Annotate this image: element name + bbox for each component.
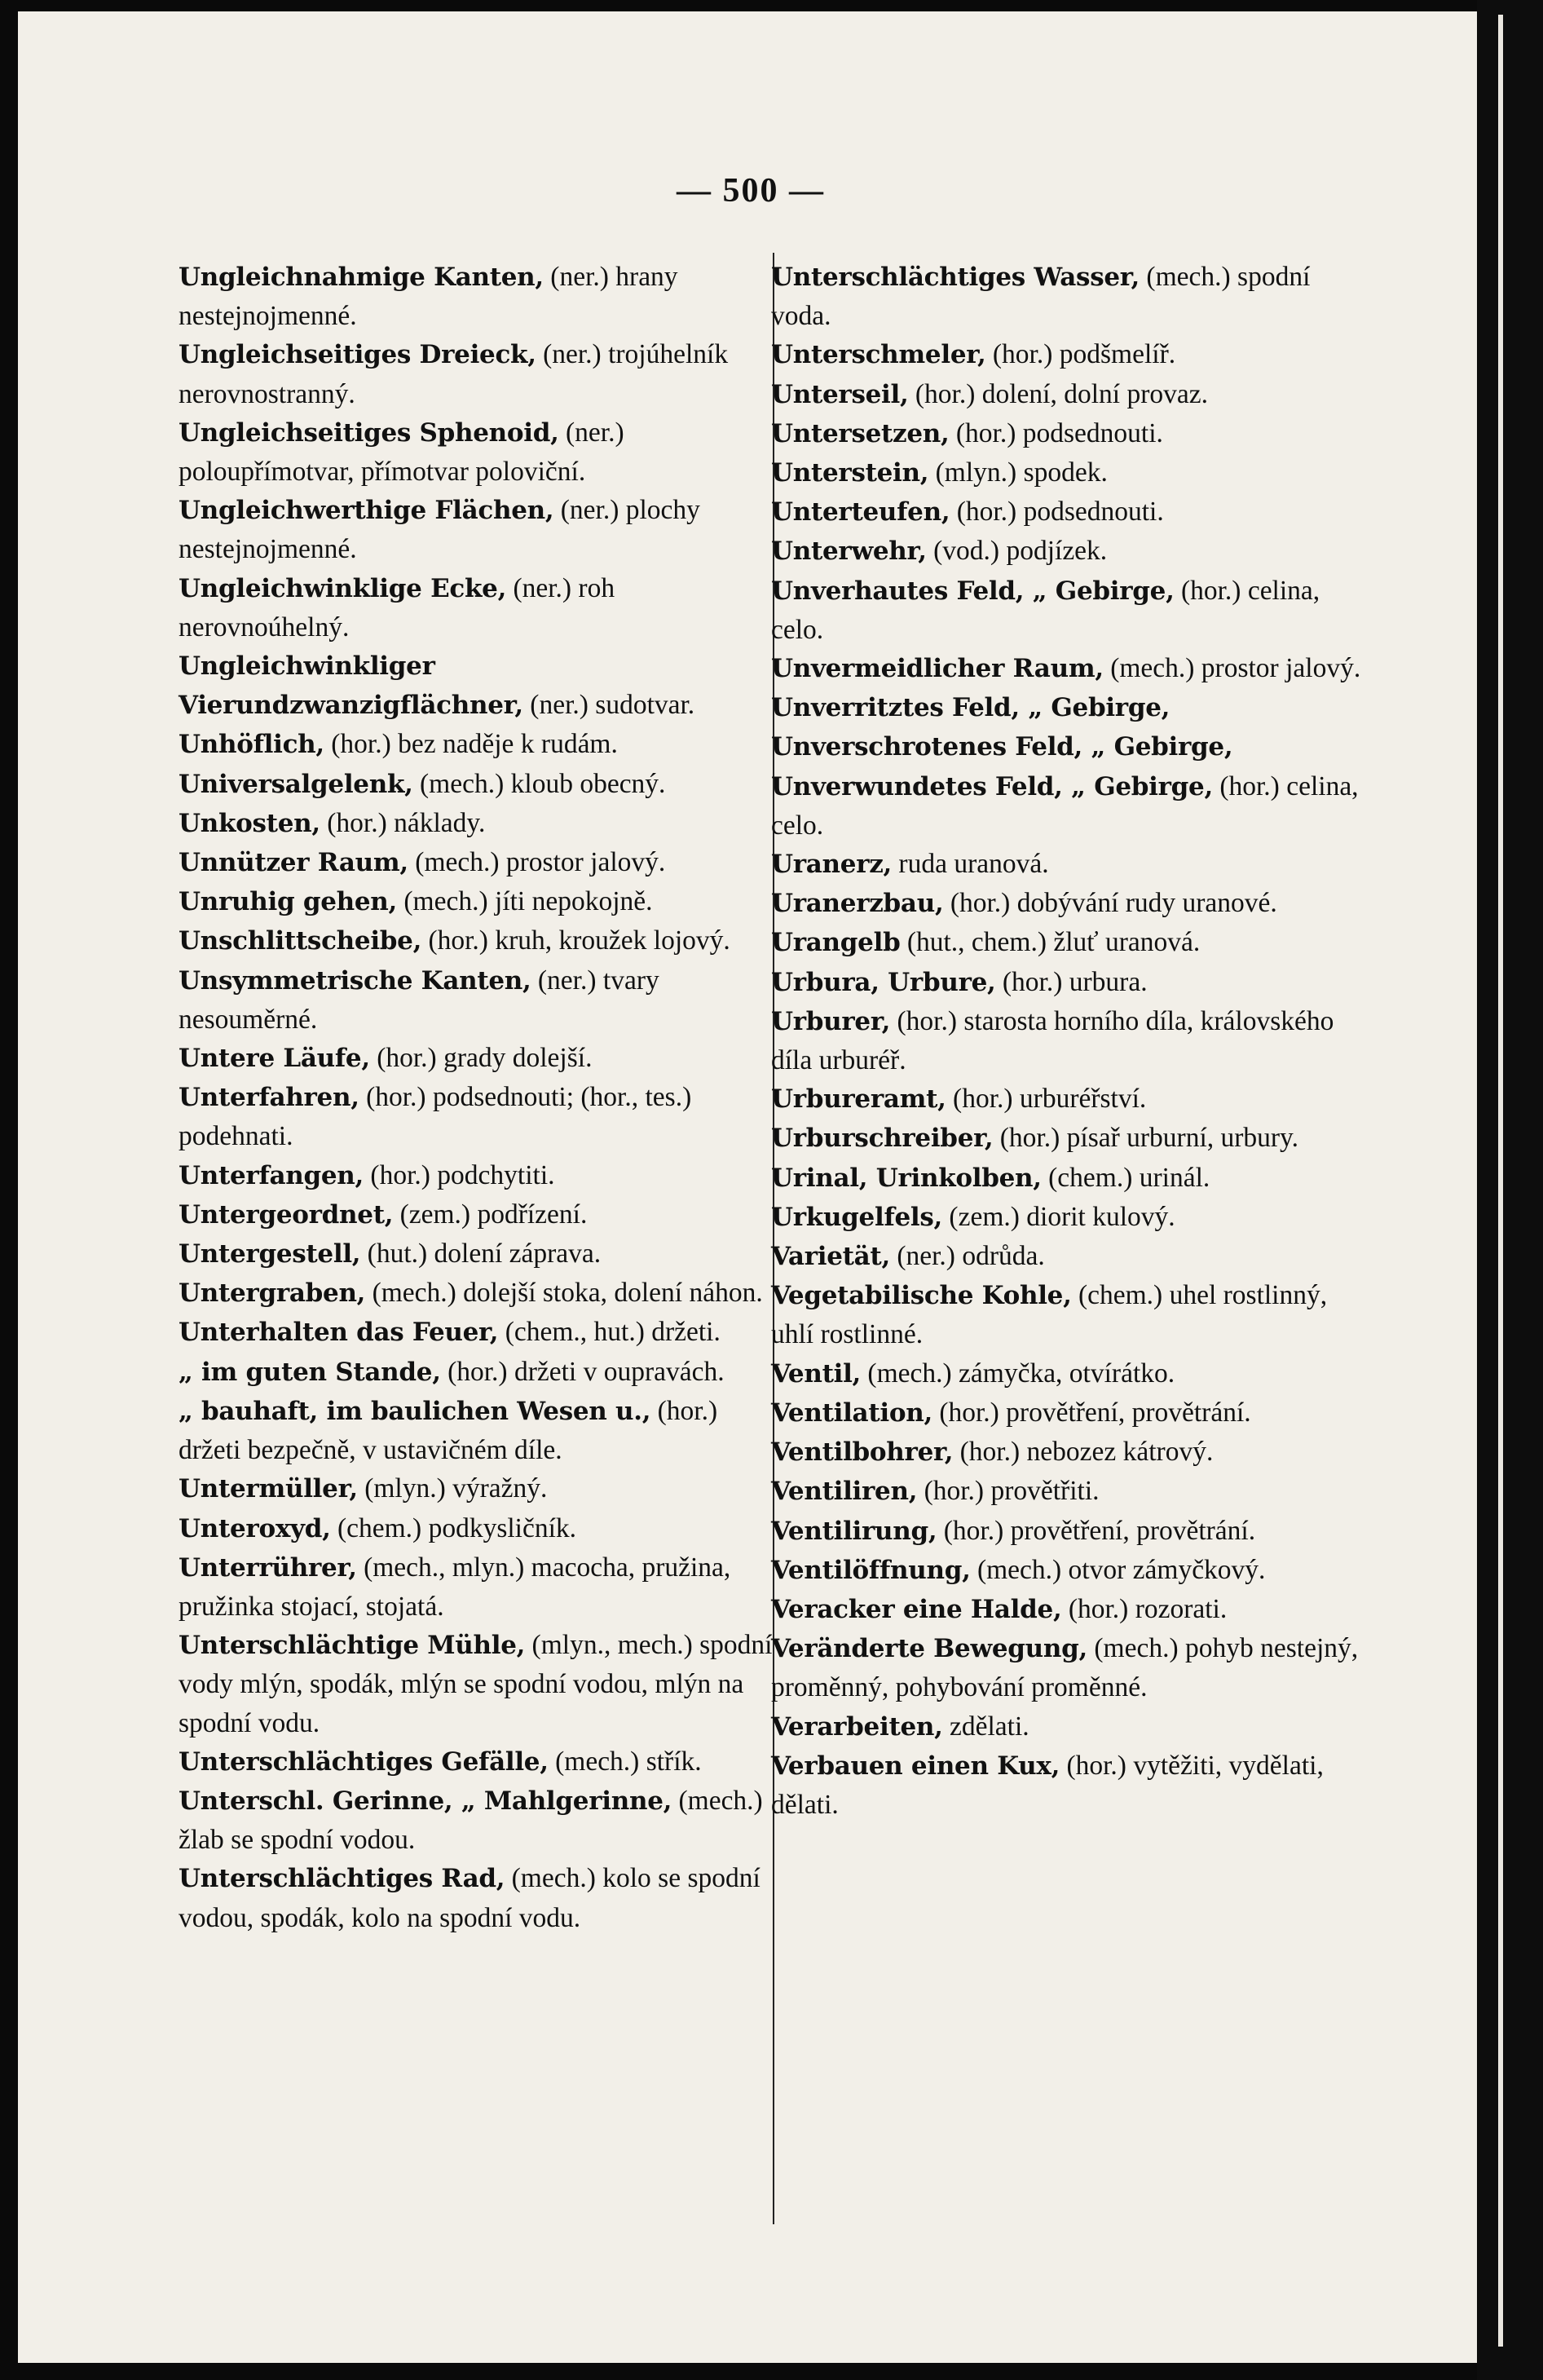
entry-translation: (hor.) držeti v oupravách. bbox=[447, 1356, 725, 1387]
entry-translation: (mech.) prostor jalový. bbox=[415, 847, 666, 878]
entry-translation: (chem.) uhel rostlinný, uhlí rostlinné. bbox=[771, 1280, 1328, 1350]
entry-headword: Unterwehr, bbox=[771, 536, 927, 567]
entry-headword: Ventilbohrer, bbox=[771, 1437, 954, 1468]
dictionary-entry bbox=[771, 1119, 1374, 1158]
entry-translation: (hor.) urbura. bbox=[1002, 966, 1148, 997]
entry-translation: (mech.) střík. bbox=[555, 1746, 702, 1777]
dictionary-entry bbox=[771, 1590, 1374, 1629]
dictionary-entry bbox=[179, 491, 778, 568]
entry-headword: Veränderte Bewegung, bbox=[771, 1634, 1088, 1664]
dictionary-entry bbox=[771, 923, 1374, 962]
entry-headword: Unruhig gehen, bbox=[179, 887, 398, 917]
entry-headword: Varietät, bbox=[771, 1242, 890, 1272]
dictionary-entry bbox=[771, 492, 1374, 532]
entry-headword: Unverritztes Feld, „ Gebirge, Unverschrotenes Feld, „ Gebirge, Unverwundetes Feld, „ Gebirge, bbox=[771, 693, 1233, 801]
entry-translation: (hor.) držeti bezpečně, v ustavičném díle. bbox=[179, 1395, 718, 1466]
dictionary-entry bbox=[179, 1274, 778, 1313]
entry-translation: (hor.) podsednouti; (hor., tes.) podehnati. bbox=[179, 1082, 692, 1152]
dictionary-entry bbox=[771, 453, 1374, 492]
entry-translation: (hor.) rozorati. bbox=[1068, 1593, 1228, 1624]
dictionary-entry bbox=[179, 1548, 778, 1626]
entry-headword: Urburschreiber, bbox=[771, 1124, 994, 1154]
entry-translation: (hor.) náklady. bbox=[327, 807, 486, 838]
entry-translation: (mech.) dolejší stoka, dolení náhon. bbox=[372, 1278, 763, 1309]
entry-translation: (zem.) podřízení. bbox=[399, 1199, 588, 1230]
entry-headword: „ bauhaft, im baulichen Wesen u., bbox=[179, 1396, 651, 1426]
dictionary-entry bbox=[179, 1469, 778, 1508]
dictionary-entry bbox=[771, 963, 1374, 1002]
entry-translation: (hor.) kruh, kroužek lojový. bbox=[428, 925, 730, 956]
entry-headword: Ungleichwinklige Ecke, bbox=[179, 573, 507, 603]
dictionary-entry bbox=[771, 1002, 1374, 1080]
dictionary-entry bbox=[179, 335, 778, 413]
entry-translation: (mlyn., mech.) spodní vody mlýn, spodák, mlýn se spodní vodou, mlýn na spodní vodu. bbox=[179, 1630, 773, 1738]
entry-headword: Unsymmetrische Kanten, bbox=[179, 965, 531, 996]
entry-headword: Verarbeiten, bbox=[771, 1711, 943, 1742]
entry-translation: (ner.) plochy nestejnojmenné. bbox=[179, 495, 700, 565]
entry-headword: Unterschlächtiges Gefälle, bbox=[179, 1746, 549, 1777]
entry-headword: Unterschmeler, bbox=[771, 340, 986, 370]
entry-headword: Unteroxyd, bbox=[179, 1513, 331, 1543]
entry-headword: Universalgelenk, bbox=[179, 769, 413, 799]
entry-headword: Uranerz, bbox=[771, 850, 893, 880]
entry-headword: Uranerzbau, bbox=[771, 889, 944, 919]
dictionary-entry bbox=[179, 413, 778, 491]
entry-translation: (mech.) kloub obecný. bbox=[420, 768, 666, 799]
dictionary-entry bbox=[179, 1626, 778, 1742]
entry-headword: Unterschl. Gerinne, „ Mahlgerinne, bbox=[179, 1786, 672, 1816]
entry-headword: Unkosten, bbox=[179, 808, 320, 838]
entry-translation: (chem.) podkysličník. bbox=[337, 1512, 577, 1543]
page-edge bbox=[1498, 15, 1503, 2347]
dictionary-entry bbox=[179, 961, 778, 1039]
entry-translation: zdělati. bbox=[950, 1711, 1029, 1742]
entry-translation: (hor.) provětřiti. bbox=[924, 1476, 1100, 1507]
entry-headword: Unhöflich, bbox=[179, 730, 324, 760]
entry-headword: Untergestell, bbox=[179, 1239, 361, 1269]
dictionary-entry bbox=[179, 921, 778, 960]
dictionary-entry bbox=[771, 1159, 1374, 1198]
dictionary-entry bbox=[179, 1742, 778, 1782]
entry-headword: Unterschlächtige Mühle, bbox=[179, 1631, 526, 1661]
entry-headword: Unschlittscheibe, bbox=[179, 926, 422, 956]
dictionary-entry bbox=[179, 1234, 778, 1274]
entry-translation: (hor.) podsednouti. bbox=[955, 417, 1163, 448]
entry-translation: (hor.) dobývání rudy uranové. bbox=[950, 888, 1277, 919]
entry-translation: (hor.) provětření, provětrání. bbox=[939, 1397, 1251, 1428]
entry-translation: (hor.) bez naděje k rudám. bbox=[331, 729, 618, 760]
dictionary-entry bbox=[771, 845, 1374, 884]
entry-translation: (ner.) roh nerovnoúhelný. bbox=[179, 572, 615, 642]
dictionary-entry bbox=[179, 1392, 778, 1469]
entry-headword: Unterfangen, bbox=[179, 1160, 364, 1190]
dictionary-entry bbox=[771, 532, 1374, 571]
book-spine bbox=[1477, 0, 1543, 2380]
dictionary-entry bbox=[771, 335, 1374, 374]
entry-headword: Untermüller, bbox=[179, 1474, 358, 1504]
dictionary-entry bbox=[771, 1080, 1374, 1119]
entry-translation: (mlyn.) spodek. bbox=[935, 457, 1108, 488]
entry-headword: Urinal, Urinkolben, bbox=[771, 1163, 1042, 1193]
dictionary-entry bbox=[179, 882, 778, 921]
entry-headword: Unterstein, bbox=[771, 458, 929, 488]
entry-headword: Vegetabilische Kohle, bbox=[771, 1281, 1072, 1311]
dictionary-entry bbox=[179, 647, 778, 725]
dictionary-entry bbox=[771, 375, 1374, 414]
entry-headword: Unnützer Raum, bbox=[179, 848, 408, 878]
entry-translation: (hut.) dolení záprava. bbox=[367, 1239, 602, 1269]
left-column bbox=[179, 258, 778, 1937]
entry-translation: ruda uranová. bbox=[898, 849, 1049, 880]
entry-translation: (hor.) podšmelíř. bbox=[992, 339, 1176, 370]
dictionary-entry bbox=[771, 1433, 1374, 1472]
dictionary-entry bbox=[771, 1746, 1374, 1824]
entry-translation: (chem., hut.) držeti. bbox=[505, 1317, 721, 1348]
entry-translation: (ner.) odrůda. bbox=[897, 1241, 1045, 1272]
entry-translation: (ner.) tvary nesouměrné. bbox=[179, 965, 659, 1035]
entry-translation: (mech.) pohyb nestejný, proměnný, pohybování proměnné. bbox=[771, 1633, 1359, 1703]
entry-headword: Urbureramt, bbox=[771, 1084, 946, 1115]
entry-translation: (mlyn.) výražný. bbox=[364, 1473, 548, 1504]
entry-headword: Unverhautes Feld, „ Gebirge, bbox=[771, 576, 1175, 606]
dictionary-entry bbox=[179, 804, 778, 843]
entry-translation: (chem.) urinál. bbox=[1048, 1162, 1210, 1193]
dictionary-entry bbox=[771, 1629, 1374, 1707]
entry-headword: Untersetzen, bbox=[771, 418, 950, 448]
entry-translation: (mech., mlyn.) macocha, pružina, pružinka stojací, stojatá. bbox=[179, 1552, 731, 1622]
entry-translation: (hor.) nebozez kátrový. bbox=[959, 1437, 1214, 1468]
entry-headword: Urangelb bbox=[771, 928, 901, 958]
entry-headword: Untere Läufe, bbox=[179, 1044, 370, 1074]
dictionary-entry bbox=[179, 1353, 778, 1392]
dictionary-entry bbox=[771, 572, 1374, 649]
entry-translation: (hor.) celina, celo. bbox=[771, 575, 1320, 645]
entry-translation: (hor.) starosta horního díla, královského díla urburéř. bbox=[771, 1005, 1334, 1076]
entry-translation: (hut., chem.) žluť uranová. bbox=[906, 927, 1201, 958]
entry-translation: (hor.) grady dolejší. bbox=[377, 1043, 593, 1074]
dictionary-entry bbox=[179, 1078, 778, 1155]
dictionary-entry bbox=[179, 1039, 778, 1078]
dictionary-entry bbox=[771, 1512, 1374, 1551]
dictionary-entry bbox=[771, 688, 1374, 845]
entry-headword: Ventil, bbox=[771, 1358, 862, 1389]
entry-headword: Ungleichseitiges Dreieck, bbox=[179, 340, 536, 370]
dictionary-entry bbox=[179, 725, 778, 764]
entry-headword: Ungleichseitiges Sphenoid, bbox=[179, 417, 559, 448]
dictionary-entry bbox=[771, 1237, 1374, 1276]
entry-headword: Ventilation, bbox=[771, 1398, 932, 1428]
entry-headword: Untergeordnet, bbox=[179, 1199, 394, 1230]
entry-headword: Urbura, Urbure, bbox=[771, 967, 996, 997]
dictionary-entry bbox=[179, 569, 778, 647]
entry-translation: (ner.) hrany nestejnojmenné. bbox=[179, 262, 678, 332]
entry-translation: (hor.) celina, celo. bbox=[771, 771, 1359, 841]
dictionary-entry bbox=[771, 258, 1374, 335]
entry-headword: „ im guten Stande, bbox=[179, 1357, 441, 1387]
entry-translation: (hor.) provětření, provětrání. bbox=[943, 1515, 1256, 1546]
entry-headword: Unterrührer, bbox=[179, 1552, 357, 1583]
entry-headword: Unterhalten das Feuer, bbox=[179, 1318, 499, 1348]
dictionary-entry bbox=[179, 1156, 778, 1195]
dictionary-entry bbox=[179, 1195, 778, 1234]
entry-headword: Ventiliren, bbox=[771, 1477, 918, 1507]
entry-headword: Veracker eine Halde, bbox=[771, 1594, 1062, 1624]
entry-translation: (mech.) kolo se spodní vodou, spodák, kolo na spodní vodu. bbox=[179, 1863, 760, 1933]
dictionary-entry bbox=[179, 1859, 778, 1936]
entry-headword: Ventilirung, bbox=[771, 1516, 937, 1546]
entry-translation: (mech.) prostor jalový. bbox=[1110, 653, 1361, 684]
entry-translation: (ner.) sudotvar. bbox=[530, 690, 695, 721]
entry-translation: (zem.) diorit kulový. bbox=[949, 1201, 1175, 1232]
dictionary-entry bbox=[179, 1313, 778, 1352]
entry-headword: Unterseil, bbox=[771, 379, 909, 409]
dictionary-entry bbox=[179, 258, 778, 335]
entry-headword: Unterteufen, bbox=[771, 497, 950, 528]
right-column bbox=[771, 258, 1374, 1824]
dictionary-entry bbox=[771, 649, 1374, 688]
entry-translation: (ner.) poloupřímotvar, přímotvar poloviční. bbox=[179, 417, 624, 488]
entry-headword: Unterfahren, bbox=[179, 1083, 359, 1113]
dictionary-entry bbox=[771, 1472, 1374, 1511]
dictionary-entry bbox=[179, 1509, 778, 1548]
entry-translation: (hor.) urburéřství. bbox=[953, 1084, 1147, 1115]
entry-translation: (hor.) vytěžiti, vydělati, dělati. bbox=[771, 1750, 1324, 1820]
dictionary-entry bbox=[771, 414, 1374, 453]
page-number: — 500 — bbox=[677, 172, 825, 210]
dictionary-entry bbox=[771, 1354, 1374, 1393]
entry-translation: (ner.) trojúhelník nerovnostranný. bbox=[179, 339, 729, 409]
dictionary-entry bbox=[771, 1276, 1374, 1353]
entry-headword: Ventilöffnung, bbox=[771, 1555, 971, 1585]
entry-headword: Ungleichwinkliger Vierundzwanzigflächner, bbox=[179, 651, 523, 721]
dictionary-entry bbox=[179, 843, 778, 882]
entry-translation: (hor.) podsednouti. bbox=[956, 497, 1164, 528]
entry-headword: Untergraben, bbox=[179, 1278, 366, 1309]
entry-translation: (mech.) zámyčka, otvírátko. bbox=[867, 1358, 1175, 1389]
entry-translation: (mech.) otvor zámyčkový. bbox=[976, 1554, 1266, 1585]
entry-translation: (mech.) žlab se spodní vodou. bbox=[179, 1785, 763, 1856]
entry-translation: (mech.) spodní voda. bbox=[771, 262, 1311, 332]
entry-translation: (hor.) dolení, dolní provaz. bbox=[915, 378, 1208, 409]
dictionary-entry bbox=[771, 1551, 1374, 1590]
entry-translation: (mech.) jíti nepokojně. bbox=[403, 886, 653, 917]
entry-headword: Verbauen einen Kux, bbox=[771, 1751, 1060, 1781]
dictionary-entry bbox=[771, 1198, 1374, 1237]
entry-headword: Unterschlächtiges Rad, bbox=[179, 1864, 505, 1894]
entry-headword: Unvermeidlicher Raum, bbox=[771, 654, 1104, 684]
entry-translation: (hor.) podchytiti. bbox=[370, 1159, 555, 1190]
entry-headword: Ungleichnahmige Kanten, bbox=[179, 263, 544, 292]
dictionary-entry bbox=[179, 765, 778, 804]
scanned-page bbox=[18, 11, 1483, 2363]
entry-headword: Urburer, bbox=[771, 1006, 891, 1036]
entry-headword: Unterschlächtiges Wasser, bbox=[771, 263, 1140, 292]
dictionary-entry bbox=[771, 1707, 1374, 1746]
entry-translation: (hor.) písař urburní, urbury. bbox=[999, 1123, 1299, 1154]
dictionary-entry bbox=[179, 1782, 778, 1859]
entry-headword: Ungleichwerthige Flächen, bbox=[179, 496, 554, 526]
entry-translation: (vod.) podjízek. bbox=[933, 536, 1108, 567]
dictionary-entry bbox=[771, 884, 1374, 923]
dictionary-entry bbox=[771, 1393, 1374, 1433]
entry-headword: Urkugelfels, bbox=[771, 1202, 943, 1232]
